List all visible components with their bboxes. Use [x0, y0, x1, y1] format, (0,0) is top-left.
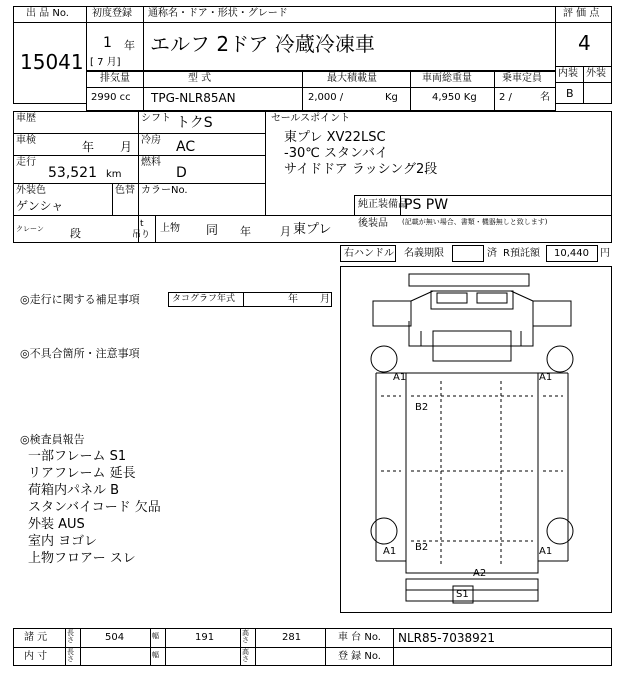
body-same: 同 [206, 223, 219, 237]
ext-color-label: 外装色 [16, 185, 46, 196]
tacho-year: 年 [288, 294, 298, 305]
year-unit: 年 [124, 39, 135, 52]
height-value: 281 [282, 632, 302, 643]
aftermarket-label: 後装品 [358, 218, 388, 229]
tacho-month: 月 [320, 294, 330, 305]
inspector-item: 一部フレーム S1 [28, 449, 127, 464]
name-change-box [452, 245, 484, 262]
history-label: 車歴 [16, 113, 36, 124]
damage-mark: S1 [456, 589, 469, 600]
length-label: 長さ [67, 629, 74, 645]
exterior-label: 外装 [586, 68, 606, 79]
inspection-year: 年 [82, 140, 95, 154]
max-load-value: 2,000 / [308, 92, 344, 103]
damage-mark: B2 [415, 542, 429, 553]
reg-no-label: 登 録 No. [338, 651, 381, 662]
model-code-label: 型 式 [188, 73, 212, 84]
genuine-label: 純正装備品 [358, 199, 408, 210]
fuel-label: 燃料 [141, 157, 161, 168]
fuel-value: D [176, 165, 187, 181]
truck-diagram [340, 266, 612, 613]
chassis-label: 車 台 No. [338, 632, 381, 643]
reg-month: [ 7 月] [90, 57, 121, 68]
height-label: 高さ [242, 629, 249, 645]
lot-number: 15041 [20, 50, 84, 74]
recycle-label: R預託額 [503, 248, 540, 259]
aftermarket-note: (記載が無い場合、書類・機器無しと致します) [402, 218, 548, 226]
score-value: 4 [578, 31, 591, 55]
inspection-month: 月 [120, 140, 133, 154]
tacho-label: タコグラフ年式 [172, 294, 236, 304]
crane-steps: 段 [70, 227, 81, 240]
recycle-amount: 10,440 [554, 248, 589, 259]
mileage-label: 走行 [16, 157, 36, 168]
damage-mark: A1 [539, 372, 553, 383]
body-year: 年 [240, 225, 251, 238]
length-value: 504 [105, 632, 125, 643]
crane-lift: 吊り [132, 230, 151, 240]
shift-value: トクS [176, 115, 213, 131]
ext-color-value: ゲンシャ [16, 199, 64, 213]
mileage-unit: km [106, 169, 122, 180]
sales-point-2: -30℃ スタンバイ [284, 146, 389, 161]
inspector-item: 上物フロアー スレ [28, 551, 136, 566]
chassis-value: NLR85-7038921 [398, 631, 496, 645]
body-label: 上物 [160, 223, 180, 234]
aircon-value: AC [176, 139, 196, 155]
lot-label: 出 品 No. [26, 8, 69, 19]
damage-mark: B2 [415, 402, 429, 413]
damage-mark: A1 [383, 546, 397, 557]
interior-grade: B [566, 87, 574, 100]
width-value: 191 [195, 632, 215, 643]
inner-label: 内 寸 [24, 651, 48, 662]
inspector-item: 室内 ヨゴレ [28, 534, 98, 549]
sales-point-title: セールスポイント [271, 113, 351, 124]
mileage-value: 53,521 [48, 165, 97, 181]
reg-label: 初度登録 [92, 8, 132, 19]
sales-point-3: サイドドア ラッシング2段 [284, 162, 438, 177]
crane-ton: t [140, 219, 144, 229]
color-label: 色替 [115, 185, 135, 196]
truck-outline [341, 267, 611, 612]
gross-weight-value: 4,950 Kg [432, 92, 477, 103]
capacity-label: 乗車定員 [502, 73, 542, 84]
inspection-label: 車検 [16, 135, 36, 146]
in-length-label: 長さ [67, 648, 74, 664]
body-month: 月 [280, 225, 291, 238]
reg-year: 1 [103, 35, 112, 51]
dims-label: 諸 元 [24, 632, 48, 643]
inspector-title: ◎検査員報告 [20, 433, 85, 446]
inspector-item: スタンバイコード 欠品 [28, 500, 161, 515]
yen: 円 [600, 248, 610, 259]
body-value: 東プレ [293, 222, 332, 237]
driving-title: ◎走行に関する補足事項 [20, 293, 140, 306]
steering: 右ハンドル [344, 248, 394, 259]
grade-header: 通称名・ドア・形状・グレード [148, 8, 288, 19]
recycle-tail: 済 [487, 248, 497, 259]
inspector-item: 外装 AUS [28, 517, 85, 532]
defects-title: ◎不具合箇所・注意事項 [20, 347, 140, 360]
interior-label: 内装 [558, 68, 578, 79]
kg-unit: Kg [385, 92, 398, 103]
gross-weight-label: 車両総重量 [422, 73, 472, 84]
displacement-value: 2990 cc [91, 92, 131, 103]
displacement-label: 排気量 [100, 73, 130, 84]
genuine-value: PS PW [404, 197, 449, 213]
model-name: エルフ 2ドア 冷蔵冷凍車 [150, 32, 375, 56]
in-height-label: 高さ [242, 648, 249, 664]
color-no-label: カラーNo. [141, 185, 188, 196]
score-label: 評 価 点 [563, 8, 600, 19]
crane-label: クレーン [16, 225, 44, 233]
max-load-label: 最大積載量 [327, 73, 377, 84]
damage-mark: A1 [393, 372, 407, 383]
name-change-label: 名義期限 [404, 248, 444, 259]
width-label: 幅 [152, 632, 159, 640]
in-width-label: 幅 [152, 651, 159, 659]
shift-label: シフト [141, 113, 171, 124]
model-code-value: TPG-NLR85AN [151, 91, 236, 105]
capacity-value: 2 / [499, 92, 512, 103]
inspector-item: 荷箱内パネル B [28, 483, 120, 498]
damage-mark: A2 [473, 568, 487, 579]
inspector-item: リアフレーム 延長 [28, 466, 136, 481]
damage-mark: A1 [539, 546, 553, 557]
capacity-unit: 名 [540, 92, 550, 103]
sales-point-1: 東プレ XV22LSC [284, 130, 386, 145]
aircon-label: 冷房 [141, 135, 161, 146]
